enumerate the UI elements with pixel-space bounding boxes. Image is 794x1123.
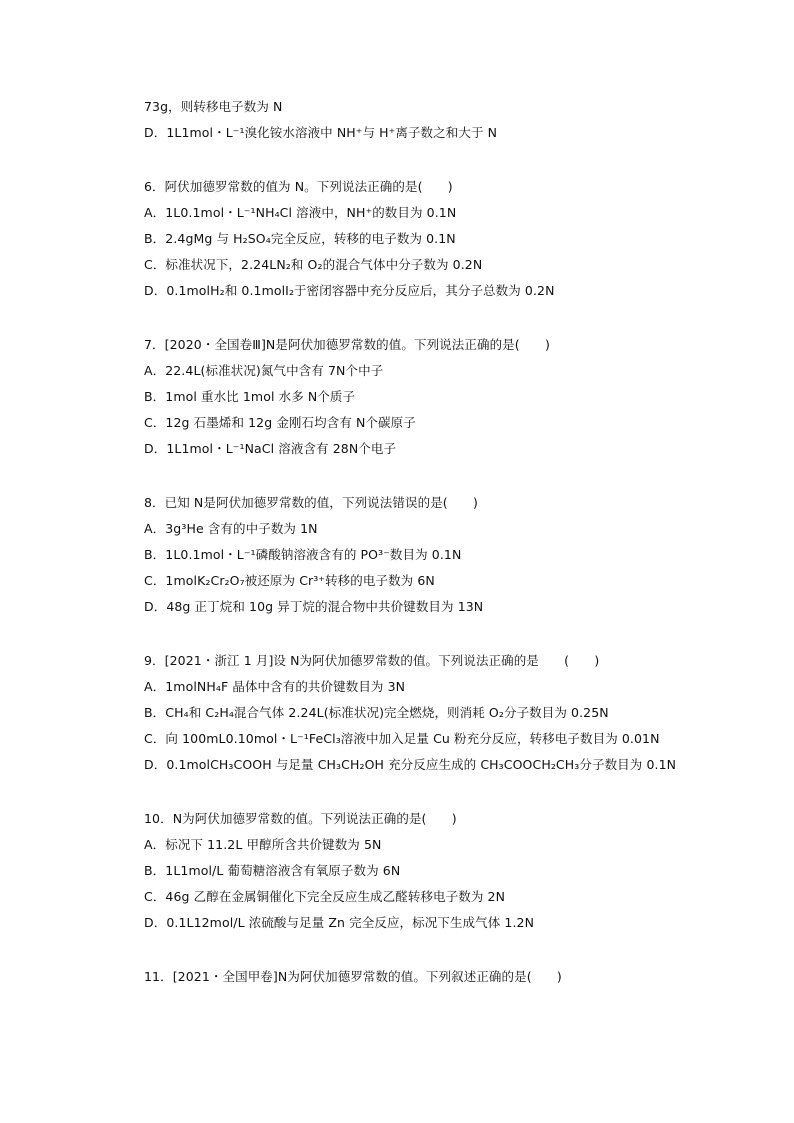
question-6-option-b: B．2.4gMg 与 H₂SO₄完全反应，转移的电子数为 0.1N bbox=[144, 231, 456, 246]
option-d: D．1L1mol・L⁻¹溴化铵水溶液中 NH⁺与 H⁺离子数之和大于 N bbox=[144, 125, 498, 140]
question-11-stem: 11．[2021・全国甲卷]N为阿伏加德罗常数的值。下列叙述正确的是( ) bbox=[144, 969, 562, 984]
question-7-option-d: D．1L1mol・L⁻¹NaCl 溶液含有 28N个电子 bbox=[144, 441, 397, 456]
question-9-option-b: B．CH₄和 C₂H₄混合气体 2.24L(标准状况)完全燃烧，则消耗 O₂分子数目为 0.25N bbox=[144, 705, 609, 720]
question-9-option-d: D．0.1molCH₃COOH 与足量 CH₃CH₂OH 充分反应生成的 CH₃COOCH₂CH₃分子数目为 0.1N bbox=[144, 757, 677, 772]
question-9-option-c: C．向 100mL0.10mol・L⁻¹FeCl₃溶液中加入足量 Cu 粉充分反应，转移电子数目为 0.01N bbox=[144, 731, 660, 746]
question-8-stem: 8．已知 N是阿伏加德罗常数的值，下列说法错误的是( ) bbox=[144, 495, 478, 510]
question-8-option-a: A．3g³He 含有的中子数为 1N bbox=[144, 521, 318, 536]
question-10-option-a: A．标况下 11.2L 甲醇所含共价键数为 5N bbox=[144, 837, 382, 852]
question-10-stem: 10．N为阿伏加德罗常数的值。下列说法正确的是( ) bbox=[144, 811, 457, 826]
question-6-option-a: A．1L0.1mol・L⁻¹NH₄Cl 溶液中，NH⁺的数目为 0.1N bbox=[144, 205, 457, 220]
question-10-option-c: C．46g 乙醇在金属铜催化下完全反应生成乙醛转移电子数为 2N bbox=[144, 889, 506, 904]
question-9-stem: 9．[2021・浙江 1 月]设 N为阿伏加德罗常数的值。下列说法正确的是 ( ) bbox=[144, 653, 600, 668]
question-6-stem: 6．阿伏加德罗常数的值为 N。下列说法正确的是( ) bbox=[144, 179, 453, 194]
question-8-option-d: D．48g 正丁烷和 10g 异丁烷的混合物中共价键数目为 13N bbox=[144, 599, 484, 614]
question-10-option-d: D．0.1L12mol/L 浓硫酸与足量 Zn 完全反应，标况下生成气体 1.2N bbox=[144, 915, 535, 930]
question-10-option-b: B．1L1mol/L 葡萄糖溶液含有氧原子数为 6N bbox=[144, 863, 401, 878]
question-6-option-c: C．标准状况下，2.24LN₂和 O₂的混合气体中分子数为 0.2N bbox=[144, 257, 483, 272]
question-7-stem: 7．[2020・全国卷Ⅲ]N是阿伏加德罗常数的值。下列说法正确的是( ) bbox=[144, 337, 550, 352]
document-content bbox=[144, 94, 704, 990]
question-7-option-b: B．1mol 重水比 1mol 水多 N个质子 bbox=[144, 389, 356, 404]
question-6-option-d: D．0.1molH₂和 0.1molI₂于密闭容器中充分反应后，其分子总数为 0.2N bbox=[144, 283, 555, 298]
question-7-option-c: C．12g 石墨烯和 12g 金刚石均含有 N个碳原子 bbox=[144, 415, 416, 430]
question-8-option-b: B．1L0.1mol・L⁻¹磷酸钠溶液含有的 PO³⁻数目为 0.1N bbox=[144, 547, 462, 562]
text-line: 73g，则转移电子数为 N bbox=[144, 99, 283, 114]
question-8-option-c: C．1molK₂Cr₂O₇被还原为 Cr³⁺转移的电子数为 6N bbox=[144, 573, 435, 588]
question-7-option-a: A．22.4L(标准状况)氮气中含有 7N个中子 bbox=[144, 363, 384, 378]
question-9-option-a: A．1molNH₄F 晶体中含有的共价键数目为 3N bbox=[144, 679, 406, 694]
